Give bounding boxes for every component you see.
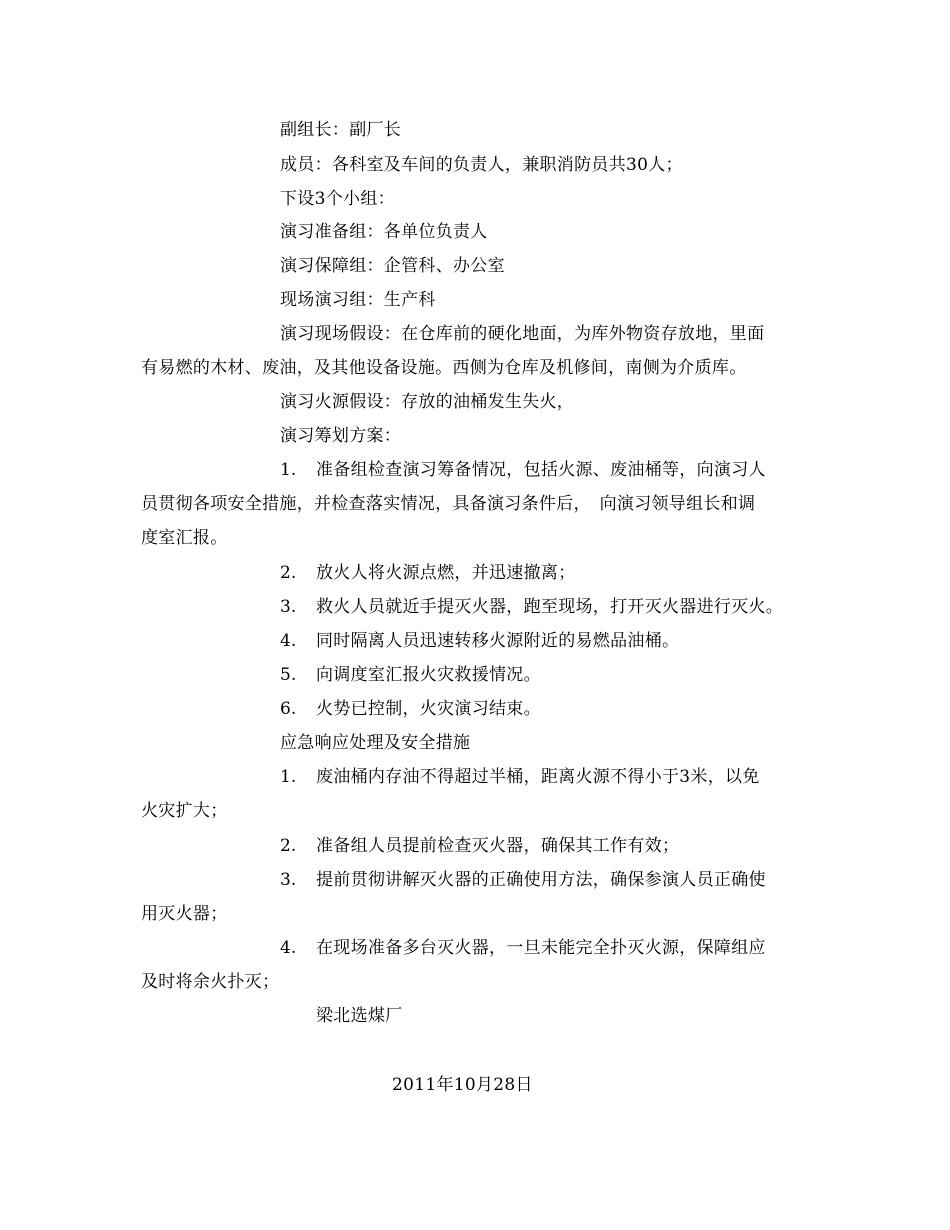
plan-item-1-number: 1. <box>280 460 297 480</box>
emergency-item-3-line-1: 提前贯彻讲解灭火器的正确使用方法，确保参演人员正确使 <box>316 870 766 890</box>
plan-item-4-line-1: 同时隔离人员迅速转移火源附近的易燃品油桶。 <box>316 631 680 651</box>
role-members: 成员：各科室及车间的负责人，兼职消防员共30人； <box>280 155 683 175</box>
emergency-item-2-line-1: 准备组人员提前检查灭火器，确保其工作有效； <box>316 836 680 856</box>
emergency-heading: 应急响应处理及安全措施 <box>280 733 471 753</box>
emergency-item-2-number: 2. <box>280 836 297 856</box>
role-support-group: 演习保障组：企管科、办公室 <box>280 256 505 276</box>
role-prep-group: 演习准备组：各单位负责人 <box>280 222 488 242</box>
role-deputy-leader: 副组长：副厂长 <box>280 120 402 140</box>
emergency-item-3-number: 3. <box>280 870 297 890</box>
plan-item-2-line-1: 放火人将火源点燃，并迅速撤离； <box>316 563 576 583</box>
document-date: 2011年10月28日 <box>392 1075 533 1095</box>
fire-source: 演习火源假设：存放的油桶发生失火， <box>280 392 575 412</box>
scene-line-2: 有易燃的木材、废油，及其他设备设施。西侧为仓库及机修间，南侧为介质库。 <box>141 358 747 378</box>
emergency-item-4-number: 4. <box>280 938 297 958</box>
plan-item-1-line-1: 准备组检查演习筹备情况，包括火源、废油桶等，向演习人 <box>316 460 766 480</box>
plan-item-4-number: 4. <box>280 631 297 651</box>
organization-signature: 梁北选煤厂 <box>316 1006 403 1026</box>
emergency-item-3-line-2: 用灭火器； <box>141 904 228 924</box>
emergency-item-1-line-2: 火灾扩大； <box>141 801 228 821</box>
emergency-item-4-line-2: 及时将余火扑灭； <box>141 972 280 992</box>
plan-item-1-line-3: 度室汇报。 <box>141 528 228 548</box>
plan-item-1-line-2: 员贯彻各项安全措施，并检查落实情况，具备演习条件后， 向演习领导组长和调 <box>141 494 756 514</box>
emergency-item-4-line-1: 在现场准备多台灭火器，一旦未能完全扑灭火源，保障组应 <box>316 938 766 958</box>
scene-line-1: 演习现场假设：在仓库前的硬化地面，为库外物资存放地，里面 <box>280 324 765 344</box>
role-field-group: 现场演习组：生产科 <box>280 290 436 310</box>
plan-item-5-line-1: 向调度室汇报火灾救援情况。 <box>316 665 541 685</box>
plan-item-6-line-1: 火势已控制，火灾演习结束。 <box>316 699 541 719</box>
plan-heading: 演习筹划方案： <box>280 426 402 446</box>
plan-item-2-number: 2. <box>280 563 297 583</box>
plan-item-6-number: 6. <box>280 699 297 719</box>
plan-item-3-number: 3. <box>280 597 297 617</box>
role-subgroups: 下设3个小组： <box>280 189 395 209</box>
plan-item-3-line-1: 救火人员就近手提灭火器，跑至现场，打开灭火器进行灭火。 <box>316 597 784 617</box>
plan-item-5-number: 5. <box>280 665 297 685</box>
emergency-item-1-number: 1. <box>280 767 297 787</box>
emergency-item-1-line-1: 废油桶内存油不得超过半桶，距离火源不得小于3米，以免 <box>316 767 760 787</box>
